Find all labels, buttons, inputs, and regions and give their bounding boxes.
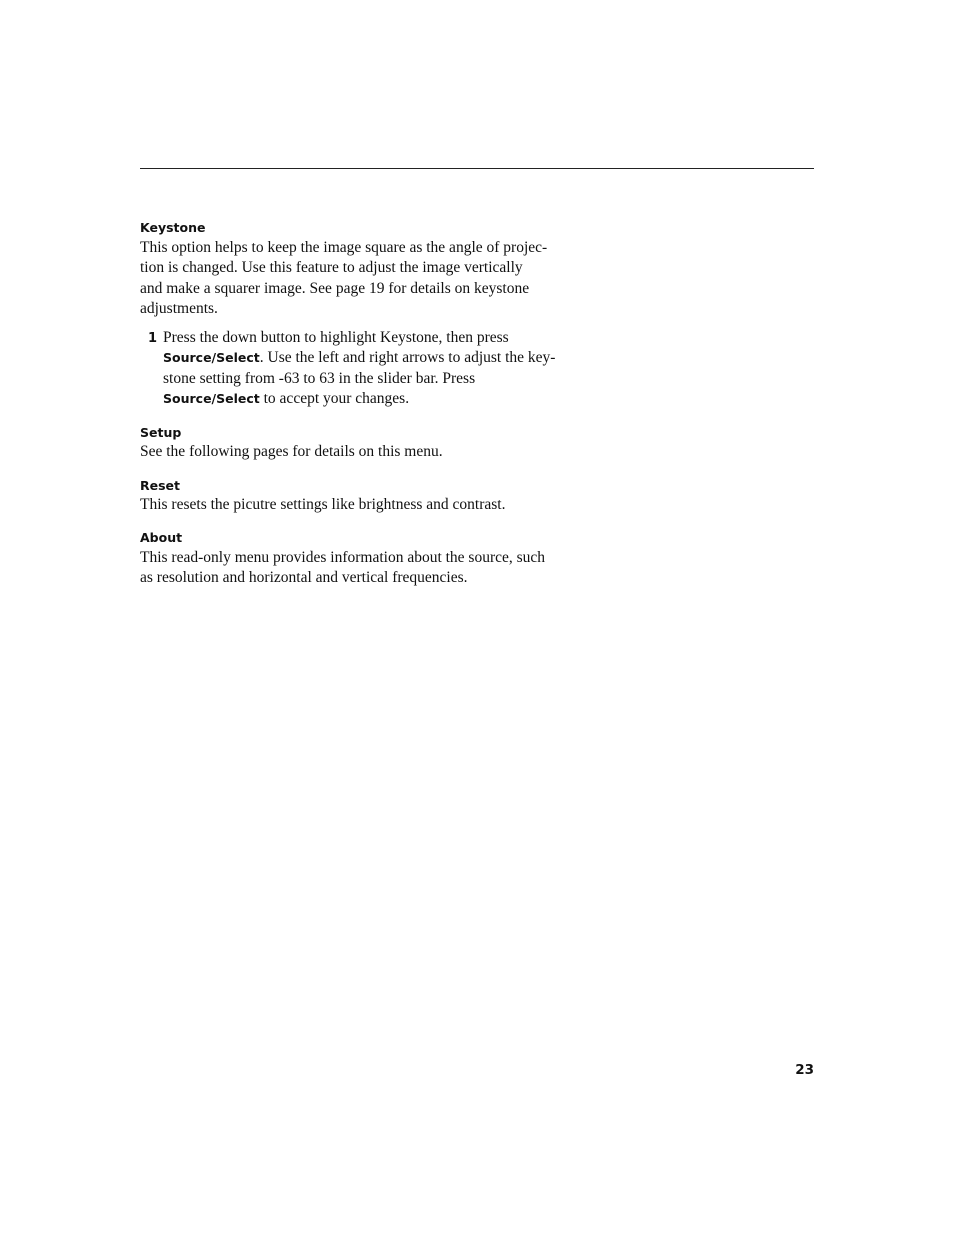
about-heading: About (140, 530, 183, 545)
setup-heading: Setup (140, 425, 182, 440)
step-line-2 (163, 348, 593, 368)
about-line-1: This read-only menu provides information about the source, such (140, 549, 546, 566)
page-number: 23 (795, 1062, 814, 1078)
source-select-key-label: Source/Select (163, 390, 260, 406)
keystone-description (140, 238, 600, 319)
keystone-line-1: This option helps to keep the image square as the angle of projec- (140, 239, 548, 256)
setup-description: See the following pages for details on this menu. (140, 443, 443, 460)
header-rule (140, 168, 814, 169)
step-line-4-text: to accept your changes. (259, 389, 410, 407)
step-number: 1 (148, 331, 158, 346)
about-description (140, 548, 600, 589)
reset-description: This resets the picutre settings like brightness and contrast. (140, 496, 506, 513)
step-line-3: stone setting from -63 to 63 in the slider bar. Press (163, 369, 476, 387)
about-line-2: as resolution and horizontal and vertical frequencies. (140, 569, 468, 587)
step-text (163, 328, 593, 409)
keystone-line-4: adjustments. (140, 299, 218, 317)
keystone-line-2: tion is changed. Use this feature to adjust the image vertically (140, 259, 523, 277)
step-line-4 (163, 389, 593, 409)
step-line-2-text: . Use the left and right arrows to adjust the key- (259, 349, 556, 367)
reset-heading: Reset (140, 478, 180, 493)
step-line-1: Press the down button to highlight Keystone, then press (163, 329, 509, 346)
keystone-line-3: and make a squarer image. See page 19 for details on keystone (140, 279, 530, 297)
source-select-key-label: Source/Select (163, 350, 260, 366)
keystone-heading: Keystone (140, 220, 206, 235)
